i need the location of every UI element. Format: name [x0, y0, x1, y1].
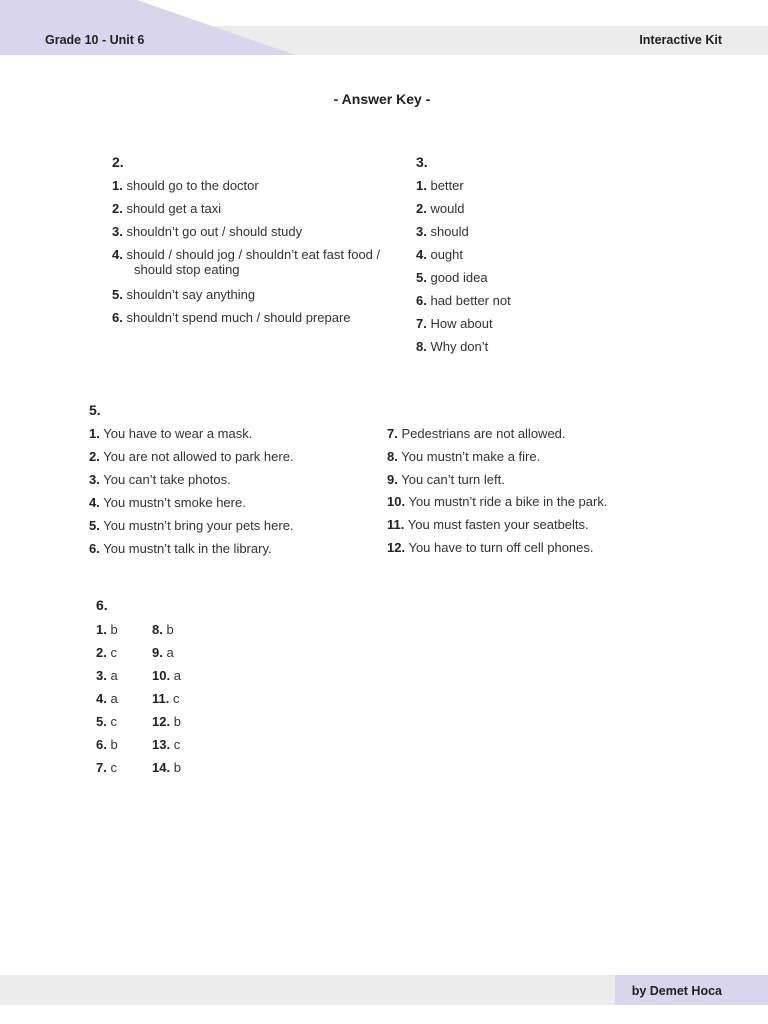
- answer-item: [387, 472, 505, 487]
- item-text: better: [430, 178, 464, 193]
- answer-item: [89, 495, 246, 510]
- section-3-number: 3.: [416, 154, 428, 170]
- answer-item: [96, 714, 117, 729]
- item-text: You mustn’t bring your pets here.: [103, 518, 294, 533]
- answer-item: [387, 426, 566, 441]
- item-number: 9.: [387, 472, 398, 487]
- answer-item: [89, 426, 252, 441]
- item-text: You mustn’t make a fire.: [401, 449, 541, 464]
- item-number: 5.: [112, 287, 123, 302]
- item-text: shouldn’t say anything: [126, 287, 256, 302]
- item-text: would: [430, 201, 465, 216]
- item-text: good idea: [430, 270, 488, 285]
- item-number: 2.: [96, 645, 107, 660]
- answer-item: [152, 714, 181, 729]
- item-text: You can’t turn left.: [401, 472, 505, 487]
- item-number: 3.: [89, 472, 100, 487]
- item-number: 4.: [96, 691, 107, 706]
- answer-item: [96, 760, 117, 775]
- item-number: 3.: [416, 224, 427, 239]
- section-6-number: 6.: [96, 597, 108, 613]
- item-number: 11.: [152, 691, 170, 706]
- item-number: 6.: [416, 293, 427, 308]
- item-text: shouldn’t go out / should study: [126, 224, 303, 239]
- item-text: ought: [430, 247, 464, 262]
- item-text: should: [430, 224, 469, 239]
- item-number: 10.: [152, 668, 171, 683]
- item-number: 3.: [112, 224, 123, 239]
- answer-item: [96, 645, 117, 660]
- answer-item: [416, 316, 493, 331]
- item-text: c: [110, 714, 117, 729]
- answer-item: [152, 691, 179, 706]
- item-text: a: [173, 668, 181, 683]
- item-text: shouldn’t spend much / should prepare: [126, 310, 351, 325]
- item-number: 11.: [387, 517, 405, 532]
- item-number: 4.: [89, 495, 100, 510]
- item-text: You mustn’t talk in the library.: [103, 541, 272, 556]
- section-5-number: 5.: [89, 402, 101, 418]
- answer-item: [112, 287, 255, 302]
- item-number: 6.: [112, 310, 123, 325]
- item-number: 5.: [96, 714, 107, 729]
- answer-item: [416, 293, 511, 308]
- answer-item: [416, 201, 464, 216]
- item-text: should / should jog / shouldn’t eat fast food /: [126, 247, 381, 262]
- item-text: b: [173, 714, 181, 729]
- header-unit-label: Grade 10 - Unit 6: [45, 33, 145, 47]
- item-text: should get a taxi: [126, 201, 222, 216]
- header-kit-label: Interactive Kit: [639, 33, 722, 47]
- answer-item: [112, 201, 221, 216]
- item-number: 2.: [89, 449, 100, 464]
- item-number: 8.: [416, 339, 427, 354]
- answer-item: [387, 517, 589, 532]
- item-number: 6.: [96, 737, 107, 752]
- item-text: You mustn’t ride a bike in the park.: [408, 494, 608, 509]
- item-text: c: [173, 737, 181, 752]
- item-text: You have to wear a mask.: [103, 426, 253, 441]
- answer-item: [89, 449, 294, 464]
- page-title: - Answer Key -: [333, 91, 431, 107]
- answer-item: [89, 541, 272, 556]
- item-number: 5.: [89, 518, 100, 533]
- item-number: 13.: [152, 737, 171, 752]
- item-text: b: [110, 737, 118, 752]
- answer-item: [387, 540, 594, 555]
- answer-item: [96, 668, 118, 683]
- item-text: c: [110, 760, 117, 775]
- answer-item: [387, 449, 540, 464]
- answer-item: [96, 737, 118, 752]
- item-text: a: [110, 668, 118, 683]
- footer-author: by Demet Hoca: [631, 984, 722, 998]
- item-number: 3.: [96, 668, 107, 683]
- item-text: You must fasten your seatbelts.: [407, 517, 589, 532]
- answer-item: [152, 668, 181, 683]
- item-number: 12.: [387, 540, 406, 555]
- answer-item: [416, 224, 469, 239]
- item-text: c: [172, 691, 180, 706]
- item-text: b: [173, 760, 181, 775]
- item-text: should stop eating: [134, 262, 240, 277]
- item-text: You mustn’t smoke here.: [103, 495, 246, 510]
- item-text: You can’t take photos.: [103, 472, 231, 487]
- answer-item: [152, 622, 174, 637]
- answer-item-continuation: [134, 262, 240, 277]
- item-text: Why don’t: [430, 339, 489, 354]
- item-number: 2.: [112, 201, 123, 216]
- item-number: 10.: [387, 494, 406, 509]
- answer-item: [152, 760, 181, 775]
- item-number: 4.: [112, 247, 123, 262]
- item-text: You have to turn off cell phones.: [408, 540, 594, 555]
- item-number: 12.: [152, 714, 171, 729]
- answer-item: [112, 247, 380, 262]
- item-text: a: [166, 645, 174, 660]
- item-text: should go to the doctor: [126, 178, 259, 193]
- item-number: 1.: [89, 426, 100, 441]
- answer-item: [89, 472, 231, 487]
- answer-item: [112, 224, 302, 239]
- answer-item: [416, 247, 463, 262]
- answer-item: [152, 645, 174, 660]
- item-text: a: [110, 691, 118, 706]
- item-number: 2.: [416, 201, 427, 216]
- answer-item: [96, 691, 118, 706]
- answer-item: [416, 178, 464, 193]
- item-number: 1.: [416, 178, 427, 193]
- item-text: Pedestrians are not allowed.: [401, 426, 566, 441]
- answer-item: [152, 737, 180, 752]
- item-text: How about: [430, 316, 493, 331]
- item-number: 8.: [152, 622, 163, 637]
- item-number: 7.: [387, 426, 398, 441]
- answer-item: [416, 339, 488, 354]
- item-text: You are not allowed to park here.: [103, 449, 294, 464]
- item-number: 1.: [96, 622, 107, 637]
- section-2-number: 2.: [112, 154, 124, 170]
- item-number: 5.: [416, 270, 427, 285]
- item-number: 14.: [152, 760, 171, 775]
- item-text: c: [110, 645, 117, 660]
- item-number: 4.: [416, 247, 427, 262]
- item-number: 7.: [416, 316, 427, 331]
- item-number: 1.: [112, 178, 123, 193]
- item-number: 9.: [152, 645, 163, 660]
- answer-item: [387, 494, 607, 509]
- answer-item: [112, 310, 351, 325]
- answer-item: [416, 270, 488, 285]
- item-text: b: [166, 622, 174, 637]
- answer-item: [96, 622, 118, 637]
- item-text: had better not: [430, 293, 511, 308]
- item-text: b: [110, 622, 118, 637]
- item-number: 7.: [96, 760, 107, 775]
- item-number: 8.: [387, 449, 398, 464]
- item-number: 6.: [89, 541, 100, 556]
- answer-item: [112, 178, 259, 193]
- answer-item: [89, 518, 294, 533]
